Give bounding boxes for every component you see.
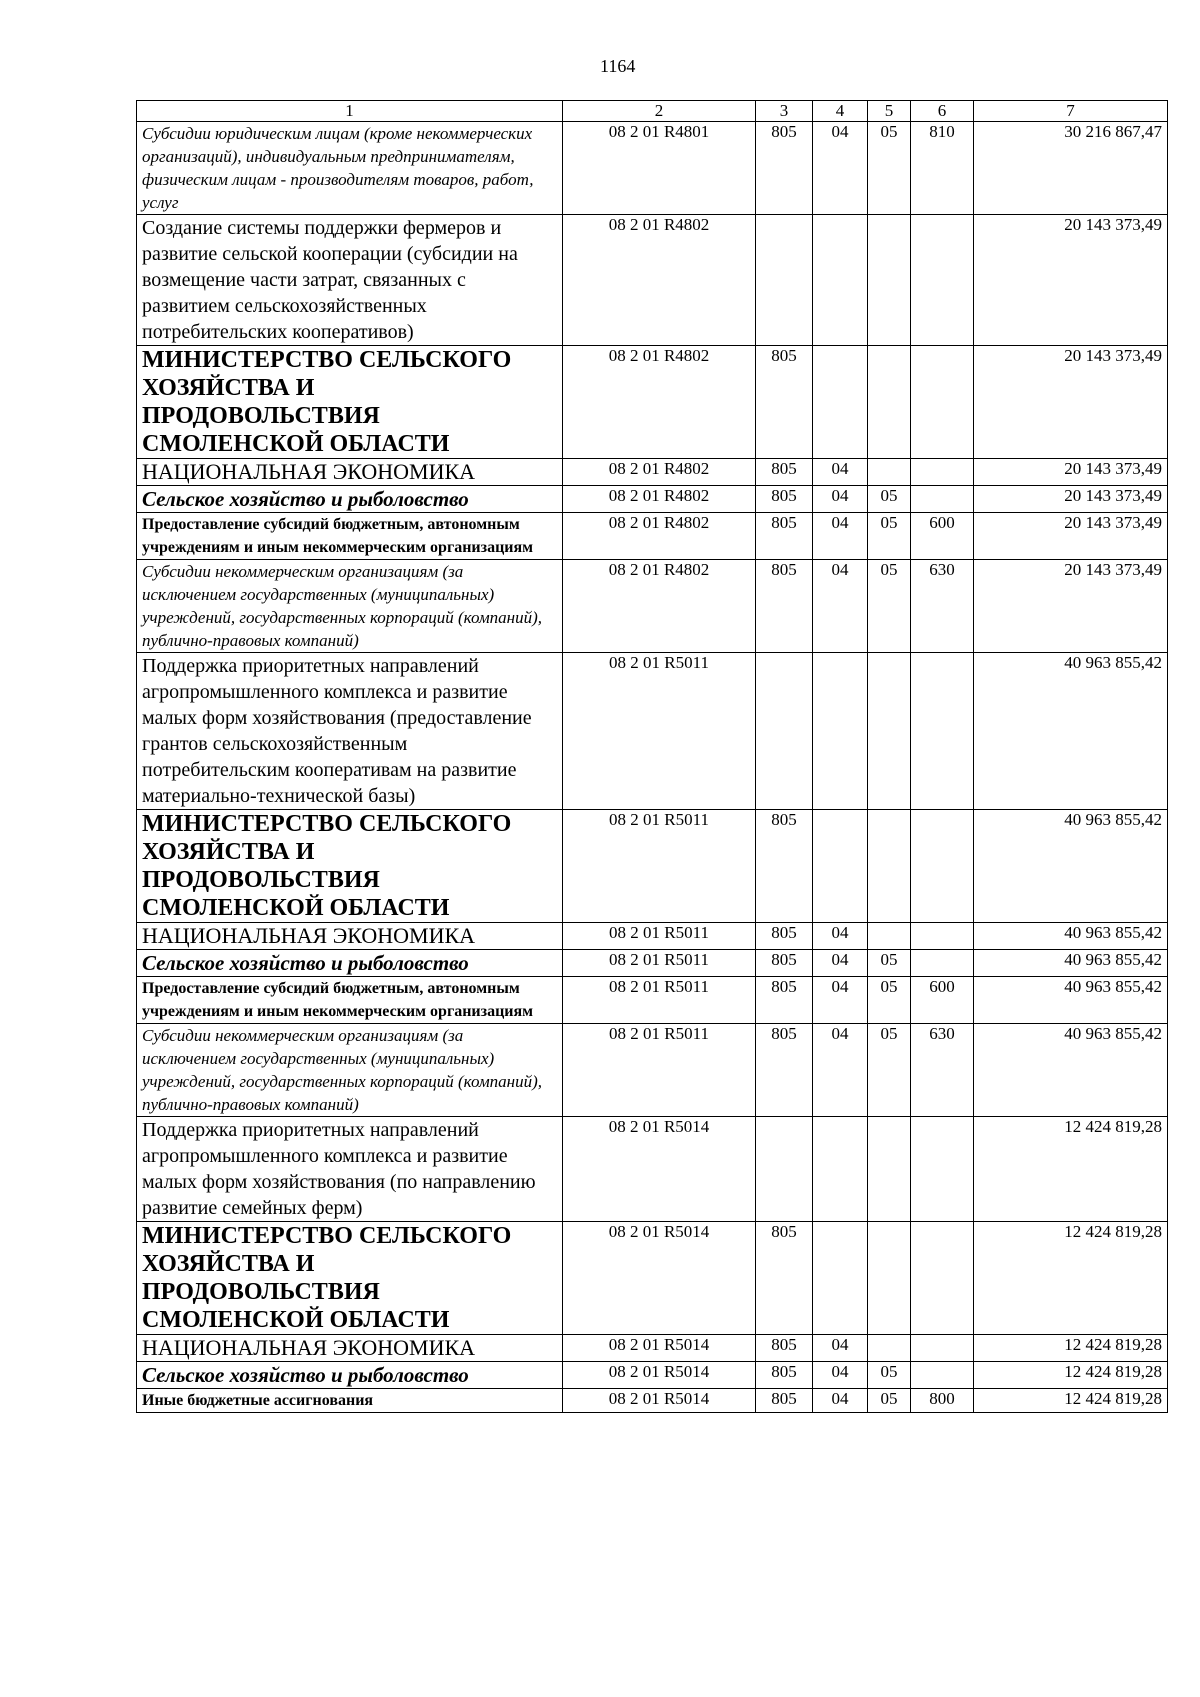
target-code: 08 2 01 R4802 bbox=[563, 346, 756, 459]
table-row bbox=[137, 1362, 1168, 1389]
expense-type-code: 600 bbox=[911, 977, 974, 1024]
department-code: 805 bbox=[756, 1389, 813, 1413]
section-code: 04 bbox=[813, 560, 868, 653]
table-row bbox=[137, 486, 1168, 513]
page-number: 1164 bbox=[600, 56, 636, 76]
expense-type-code bbox=[911, 653, 974, 810]
department-code: 805 bbox=[756, 810, 813, 923]
section-code: 04 bbox=[813, 1335, 868, 1362]
item-name: Субсидии юридическим лицам (кроме некоммерческих организаций), индивидуальным предпринимателям, физическим лицам - производителям товаров, работ, услуг bbox=[137, 122, 563, 215]
amount: 30 216 867,47 bbox=[974, 122, 1168, 215]
target-code: 08 2 01 R5014 bbox=[563, 1222, 756, 1335]
amount: 40 963 855,42 bbox=[974, 1024, 1168, 1117]
amount: 20 143 373,49 bbox=[974, 346, 1168, 459]
target-code: 08 2 01 R5014 bbox=[563, 1389, 756, 1413]
expense-type-code bbox=[911, 1335, 974, 1362]
expense-type-code bbox=[911, 1362, 974, 1389]
subsection-code: 05 bbox=[868, 486, 911, 513]
target-code: 08 2 01 R5011 bbox=[563, 653, 756, 810]
item-name: Сельское хозяйство и рыболовство bbox=[137, 950, 563, 977]
table-row bbox=[137, 513, 1168, 560]
table-row bbox=[137, 923, 1168, 950]
target-code: 08 2 01 R4802 bbox=[563, 215, 756, 346]
item-name: МИНИСТЕРСТВО СЕЛЬСКОГО ХОЗЯЙСТВА И ПРОДОВОЛЬСТВИЯ СМОЛЕНСКОЙ ОБЛАСТИ bbox=[137, 1222, 563, 1335]
amount: 12 424 819,28 bbox=[974, 1362, 1168, 1389]
amount: 20 143 373,49 bbox=[974, 486, 1168, 513]
amount: 12 424 819,28 bbox=[974, 1222, 1168, 1335]
item-name: МИНИСТЕРСТВО СЕЛЬСКОГО ХОЗЯЙСТВА И ПРОДОВОЛЬСТВИЯ СМОЛЕНСКОЙ ОБЛАСТИ bbox=[137, 346, 563, 459]
table-row bbox=[137, 459, 1168, 486]
section-code bbox=[813, 810, 868, 923]
target-code: 08 2 01 R4802 bbox=[563, 513, 756, 560]
target-code: 08 2 01 R5011 bbox=[563, 950, 756, 977]
section-code bbox=[813, 1222, 868, 1335]
subsection-code bbox=[868, 1335, 911, 1362]
subsection-code bbox=[868, 459, 911, 486]
expense-type-code bbox=[911, 486, 974, 513]
department-code bbox=[756, 215, 813, 346]
amount: 40 963 855,42 bbox=[974, 923, 1168, 950]
item-name: Поддержка приоритетных направлений агропромышленного комплекса и развитие малых форм хозяйствования (по направлению развитие семейных ферм) bbox=[137, 1117, 563, 1222]
expense-type-code bbox=[911, 950, 974, 977]
target-code: 08 2 01 R5014 bbox=[563, 1362, 756, 1389]
expense-type-code bbox=[911, 346, 974, 459]
header-cell: 5 bbox=[868, 101, 911, 122]
amount: 20 143 373,49 bbox=[974, 215, 1168, 346]
item-name: Субсидии некоммерческим организациям (за исключением государственных (муниципальных) учреждений, государственных корпораций (компаний), публично-правовых компаний) bbox=[137, 1024, 563, 1117]
amount: 40 963 855,42 bbox=[974, 653, 1168, 810]
table-row bbox=[137, 977, 1168, 1024]
amount: 40 963 855,42 bbox=[974, 950, 1168, 977]
target-code: 08 2 01 R4802 bbox=[563, 486, 756, 513]
section-code: 04 bbox=[813, 513, 868, 560]
table-row bbox=[137, 1389, 1168, 1413]
expense-type-code bbox=[911, 1222, 974, 1335]
subsection-code: 05 bbox=[868, 950, 911, 977]
subsection-code bbox=[868, 1117, 911, 1222]
section-code: 04 bbox=[813, 1024, 868, 1117]
expense-type-code: 630 bbox=[911, 560, 974, 653]
subsection-code: 05 bbox=[868, 513, 911, 560]
amount: 20 143 373,49 bbox=[974, 459, 1168, 486]
item-name: Сельское хозяйство и рыболовство bbox=[137, 486, 563, 513]
subsection-code: 05 bbox=[868, 1362, 911, 1389]
item-name: Поддержка приоритетных направлений агропромышленного комплекса и развитие малых форм хозяйствования (предоставление грантов сельскохозяйственным потребительским кооперативам на развитие материально-технической базы) bbox=[137, 653, 563, 810]
section-code: 04 bbox=[813, 923, 868, 950]
header-cell: 6 bbox=[911, 101, 974, 122]
header-cell: 1 bbox=[137, 101, 563, 122]
table-row bbox=[137, 122, 1168, 215]
table-row bbox=[137, 653, 1168, 810]
subsection-code bbox=[868, 923, 911, 950]
subsection-code: 05 bbox=[868, 122, 911, 215]
target-code: 08 2 01 R4801 bbox=[563, 122, 756, 215]
department-code: 805 bbox=[756, 977, 813, 1024]
table-row bbox=[137, 950, 1168, 977]
item-name: Сельское хозяйство и рыболовство bbox=[137, 1362, 563, 1389]
table-row bbox=[137, 810, 1168, 923]
target-code: 08 2 01 R5011 bbox=[563, 1024, 756, 1117]
section-code: 04 bbox=[813, 1362, 868, 1389]
amount: 12 424 819,28 bbox=[974, 1335, 1168, 1362]
table-row bbox=[137, 1024, 1168, 1117]
department-code: 805 bbox=[756, 1362, 813, 1389]
section-code: 04 bbox=[813, 1389, 868, 1413]
expense-type-code: 810 bbox=[911, 122, 974, 215]
amount: 40 963 855,42 bbox=[974, 810, 1168, 923]
expense-type-code bbox=[911, 459, 974, 486]
target-code: 08 2 01 R4802 bbox=[563, 560, 756, 653]
section-code: 04 bbox=[813, 459, 868, 486]
subsection-code bbox=[868, 1222, 911, 1335]
subsection-code bbox=[868, 346, 911, 459]
amount: 12 424 819,28 bbox=[974, 1389, 1168, 1413]
subsection-code: 05 bbox=[868, 977, 911, 1024]
target-code: 08 2 01 R5011 bbox=[563, 810, 756, 923]
expense-type-code: 800 bbox=[911, 1389, 974, 1413]
department-code bbox=[756, 653, 813, 810]
section-code: 04 bbox=[813, 977, 868, 1024]
table-row bbox=[137, 215, 1168, 346]
department-code bbox=[756, 1117, 813, 1222]
header-cell: 3 bbox=[756, 101, 813, 122]
target-code: 08 2 01 R5014 bbox=[563, 1335, 756, 1362]
section-code: 04 bbox=[813, 486, 868, 513]
subsection-code: 05 bbox=[868, 1024, 911, 1117]
section-code: 04 bbox=[813, 122, 868, 215]
item-name: Предоставление субсидий бюджетным, автономным учреждениям и иным некоммерческим организациям bbox=[137, 977, 563, 1024]
item-name: Предоставление субсидий бюджетным, автономным учреждениям и иным некоммерческим организациям bbox=[137, 513, 563, 560]
department-code: 805 bbox=[756, 923, 813, 950]
table-row bbox=[137, 1117, 1168, 1222]
section-code bbox=[813, 1117, 868, 1222]
table-row bbox=[137, 560, 1168, 653]
subsection-code bbox=[868, 653, 911, 810]
subsection-code: 05 bbox=[868, 560, 911, 653]
target-code: 08 2 01 R5011 bbox=[563, 923, 756, 950]
department-code: 805 bbox=[756, 1335, 813, 1362]
amount: 20 143 373,49 bbox=[974, 560, 1168, 653]
section-code bbox=[813, 653, 868, 810]
target-code: 08 2 01 R5011 bbox=[563, 977, 756, 1024]
department-code: 805 bbox=[756, 486, 813, 513]
section-code bbox=[813, 346, 868, 459]
department-code: 805 bbox=[756, 950, 813, 977]
section-code: 04 bbox=[813, 950, 868, 977]
subsection-code bbox=[868, 810, 911, 923]
item-name: НАЦИОНАЛЬНАЯ ЭКОНОМИКА bbox=[137, 459, 563, 486]
header-cell: 4 bbox=[813, 101, 868, 122]
department-code: 805 bbox=[756, 1024, 813, 1117]
department-code: 805 bbox=[756, 122, 813, 215]
expense-type-code bbox=[911, 810, 974, 923]
expense-type-code: 600 bbox=[911, 513, 974, 560]
amount: 12 424 819,28 bbox=[974, 1117, 1168, 1222]
table-row bbox=[137, 1335, 1168, 1362]
amount: 20 143 373,49 bbox=[974, 513, 1168, 560]
header-cell: 2 bbox=[563, 101, 756, 122]
table-row bbox=[137, 1222, 1168, 1335]
item-name: Субсидии некоммерческим организациям (за исключением государственных (муниципальных) учреждений, государственных корпораций (компаний), публично-правовых компаний) bbox=[137, 560, 563, 653]
item-name: Иные бюджетные ассигнования bbox=[137, 1389, 563, 1413]
target-code: 08 2 01 R5014 bbox=[563, 1117, 756, 1222]
header-cell: 7 bbox=[974, 101, 1168, 122]
subsection-code: 05 bbox=[868, 1389, 911, 1413]
item-name: НАЦИОНАЛЬНАЯ ЭКОНОМИКА bbox=[137, 1335, 563, 1362]
expense-type-code: 630 bbox=[911, 1024, 974, 1117]
expense-type-code bbox=[911, 215, 974, 346]
target-code: 08 2 01 R4802 bbox=[563, 459, 756, 486]
item-name: НАЦИОНАЛЬНАЯ ЭКОНОМИКА bbox=[137, 923, 563, 950]
section-code bbox=[813, 215, 868, 346]
department-code: 805 bbox=[756, 346, 813, 459]
item-name: МИНИСТЕРСТВО СЕЛЬСКОГО ХОЗЯЙСТВА И ПРОДОВОЛЬСТВИЯ СМОЛЕНСКОЙ ОБЛАСТИ bbox=[137, 810, 563, 923]
department-code: 805 bbox=[756, 513, 813, 560]
department-code: 805 bbox=[756, 1222, 813, 1335]
budget-table bbox=[136, 100, 1168, 1413]
table-row bbox=[137, 346, 1168, 459]
item-name: Создание системы поддержки фермеров и развитие сельской кооперации (субсидии на возмещение части затрат, связанных с развитием сельскохозяйственных потребительских кооперативов) bbox=[137, 215, 563, 346]
subsection-code bbox=[868, 215, 911, 346]
expense-type-code bbox=[911, 923, 974, 950]
department-code: 805 bbox=[756, 459, 813, 486]
amount: 40 963 855,42 bbox=[974, 977, 1168, 1024]
department-code: 805 bbox=[756, 560, 813, 653]
expense-type-code bbox=[911, 1117, 974, 1222]
header-row bbox=[137, 101, 1168, 122]
